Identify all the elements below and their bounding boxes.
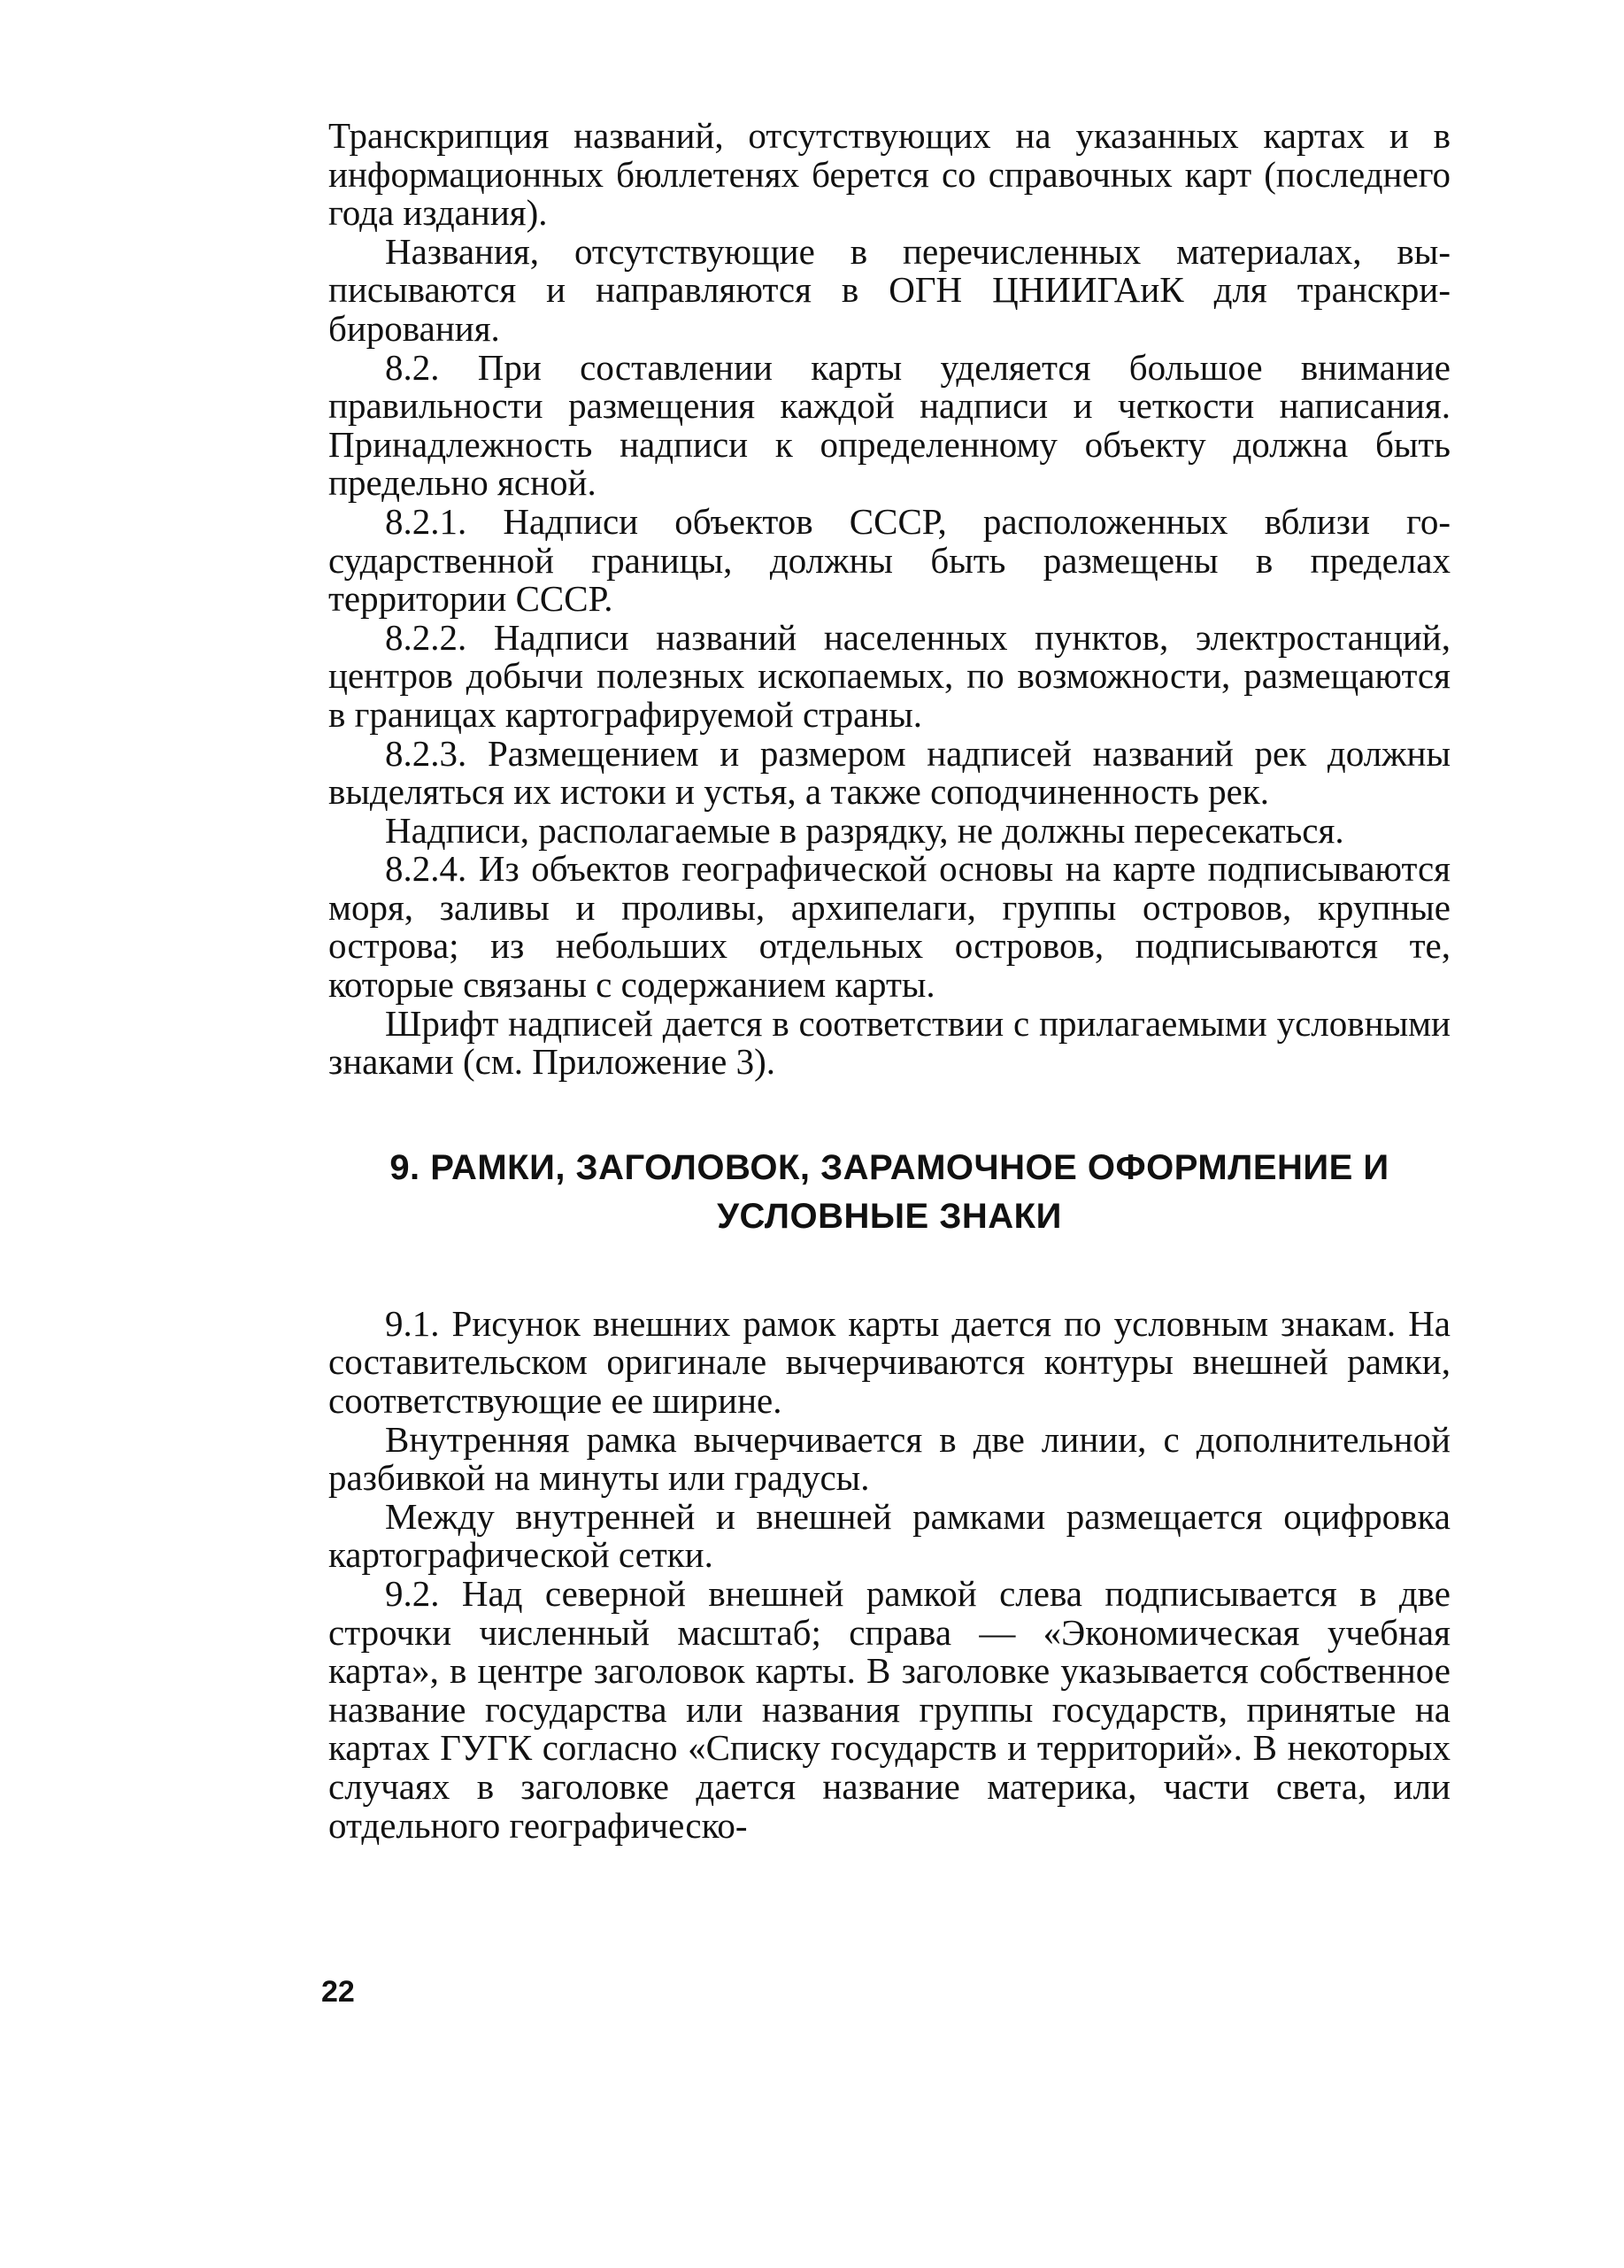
page-body (328, 117, 1451, 1845)
paragraph-8-2: 8.2. При составлении карты уделяется большое внимание правильности размещения каждой надписи и четкости написания. Принадлежность надписи к определенному объекту должна быть предельно ясной. (328, 346, 1451, 504)
paragraph-9-1: 9.1. Рисунок внешних рамок карты дается по условным знакам. На составительском оригинале вычерчиваются контуры внешней рамки, соответствующие ее ширине. (328, 1302, 1451, 1422)
paragraph-transcription: Транскрипция названий, отсутствующих на указанных картах и в информационных бюллетенях берется со справочных карт (последнего года издания). (328, 115, 1451, 234)
paragraph-spaced-labels: Надписи, располагаемые в разрядку, не должны пересекаться. (385, 809, 1344, 851)
paragraph-9-2: 9.2. Над северной внешней рамкой слева подписывается в две строчки численный масштаб; справа — «Экономическая учебная карта», в центре заголовок карты. В заголовке указывается собственное название государства или названия группы государств, принятые на картах ГУГК согласно «Списку государств и территорий». В некоторых случаях в заголовке дается название материка, части света, или отдельного географическо- (328, 1573, 1451, 1846)
paragraph-grid-labels: Между внутренней и внешней рамками размещается оцифровка картографической сетки. (328, 1495, 1451, 1576)
paragraph-8-2-3: 8.2.3. Размещением и размером надписей названий рек должны выделяться их истоки и устья, а также соподчиненность рек. (328, 732, 1451, 813)
section-heading-line-1: 9. РАМКИ, ЗАГОЛОВОК, ЗАРАМОЧНОЕ ОФОРМЛЕНИЕ И (389, 1147, 1389, 1187)
section-heading-line-2: УСЛОВНЫЕ ЗНАКИ (717, 1196, 1062, 1236)
paragraph-8-2-2: 8.2.2. Надписи названий населенных пунктов, электростанций, центров добычи полезных ископаемых, по возможности, размещаются в границах картографируемой страны. (328, 616, 1451, 735)
paragraph-missing-names: Названия, отсутствующие в перечисленных материалах, выписываются и направляются в ОГН ЦНИИГАиК для транскрибирования. (328, 230, 1451, 349)
page-number: 22 (321, 1975, 355, 2009)
paragraph-font: Шрифт надписей дается в соответствии с прилагаемыми условными знаками (см. Приложение 3). (328, 1002, 1451, 1083)
section-heading (328, 1144, 1451, 1241)
paragraph-8-2-1: 8.2.1. Надписи объектов СССР, расположенных вблизи государственной границы, должны быть размещены в пределах территории СССР. (328, 500, 1451, 620)
paragraph-inner-frame: Внутренняя рамка вычерчивается в две линии, с дополнительной разбивкой на минуты или градусы. (328, 1418, 1451, 1499)
paragraph-8-2-4: 8.2.4. Из объектов географической основы на карте подписываются моря, заливы и проливы, архипелаги, группы островов, крупные острова; из небольших отдельных островов, подписываются те, которые связаны с содержанием карты. (328, 848, 1451, 1006)
